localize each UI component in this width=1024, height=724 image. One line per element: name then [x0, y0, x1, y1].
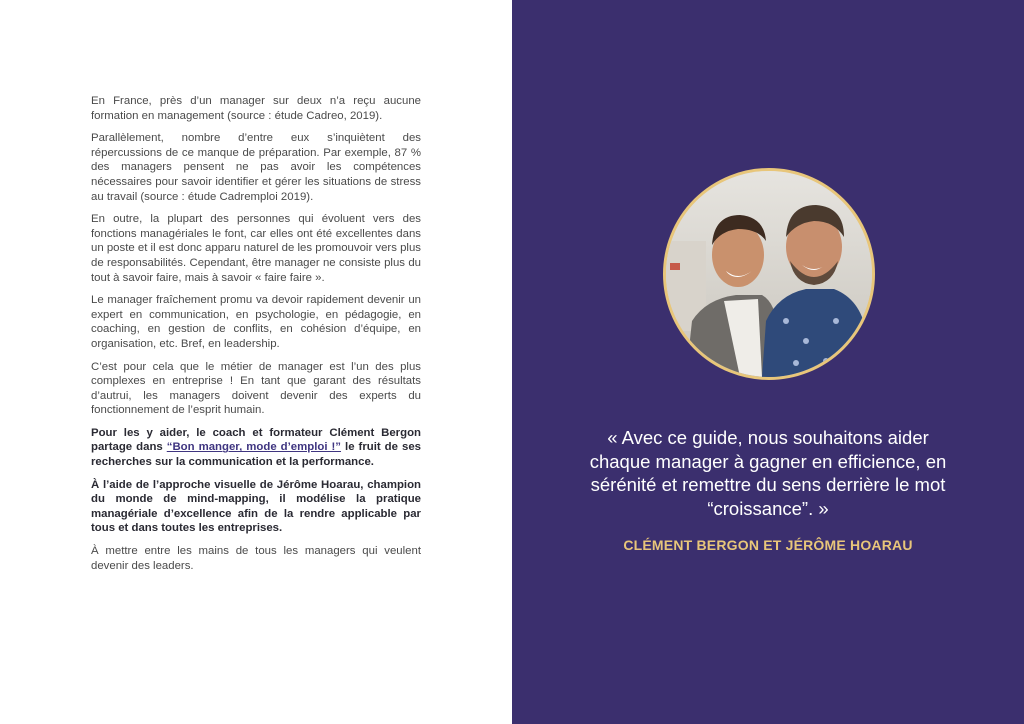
- quote-text: « Avec ce guide, nous souhaitons aider chaque manager à gagner en efficience, en sérénité et remettre du sens derrière le mot “croissance”. »: [589, 427, 947, 519]
- paragraph-3: En outre, la plupart des personnes qui évoluent vers des fonctions managériales le font, car elles ont été excellentes dans un poste et il est donc apparu naturel de les promouvoir vers plus de responsabilités. Cependant, être manager ne consiste plus du tout à savoir faire, mais à savoir « faire faire ».: [91, 213, 421, 284]
- paragraph-6: [91, 426, 421, 470]
- book-title: “Bon manger, mode d’emploi !”: [166, 441, 342, 454]
- paragraph-6-start: Pour les y aider, le coach et formateur Clément Bergon partage dans: [91, 426, 421, 454]
- paragraph-7: À l’aide de l’approche visuelle de Jérôme Hoarau, champion du monde de mind-mapping, il modélise la pratique managériale d’excellence afin de la rendre applicable par tous et dans toutes les entreprises.: [91, 478, 421, 535]
- paragraph-8: À mettre entre les mains de tous les managers qui veulent devenir des leaders.: [91, 545, 421, 572]
- authors-name: CLÉMENT BERGON ET JÉRÔME HOARAU: [623, 537, 913, 553]
- paragraph-5: C’est pour cela que le métier de manager est l’un des plus complexes en entreprise ! En tant que garant des résultats d’autrui, les managers doivent devenir des experts du fonctionnement de l’esprit humain.: [91, 360, 421, 417]
- body-text-column: [91, 94, 421, 581]
- paragraph-6-end: le fruit de ses recherches sur la communication et la performance.: [91, 441, 421, 469]
- authors-portrait-illustration: [666, 171, 872, 377]
- right-page: [512, 0, 1024, 724]
- paragraph-2: Parallèlement, nombre d’entre eux s’inquiètent des répercussions de ce manque de préparation. Par exemple, 87 % des managers pensent ne pas avoir les compétences nécessaires pour savoir identifier et gérer les situations de stress au travail (source : étude Cadremploi 2019).: [91, 132, 421, 203]
- authors-photo: [663, 168, 875, 380]
- paragraph-4: Le manager fraîchement promu va devoir rapidement devenir un expert en communication, en psychologie, en pédagogie, en coaching, en gestion de conflits, en cohésion d’équipe, en organisation, etc. Bref, en leadership.: [91, 294, 421, 350]
- paragraph-1: En France, près d’un manager sur deux n’a reçu aucune formation en management (source : étude Cadreo, 2019).: [91, 95, 421, 122]
